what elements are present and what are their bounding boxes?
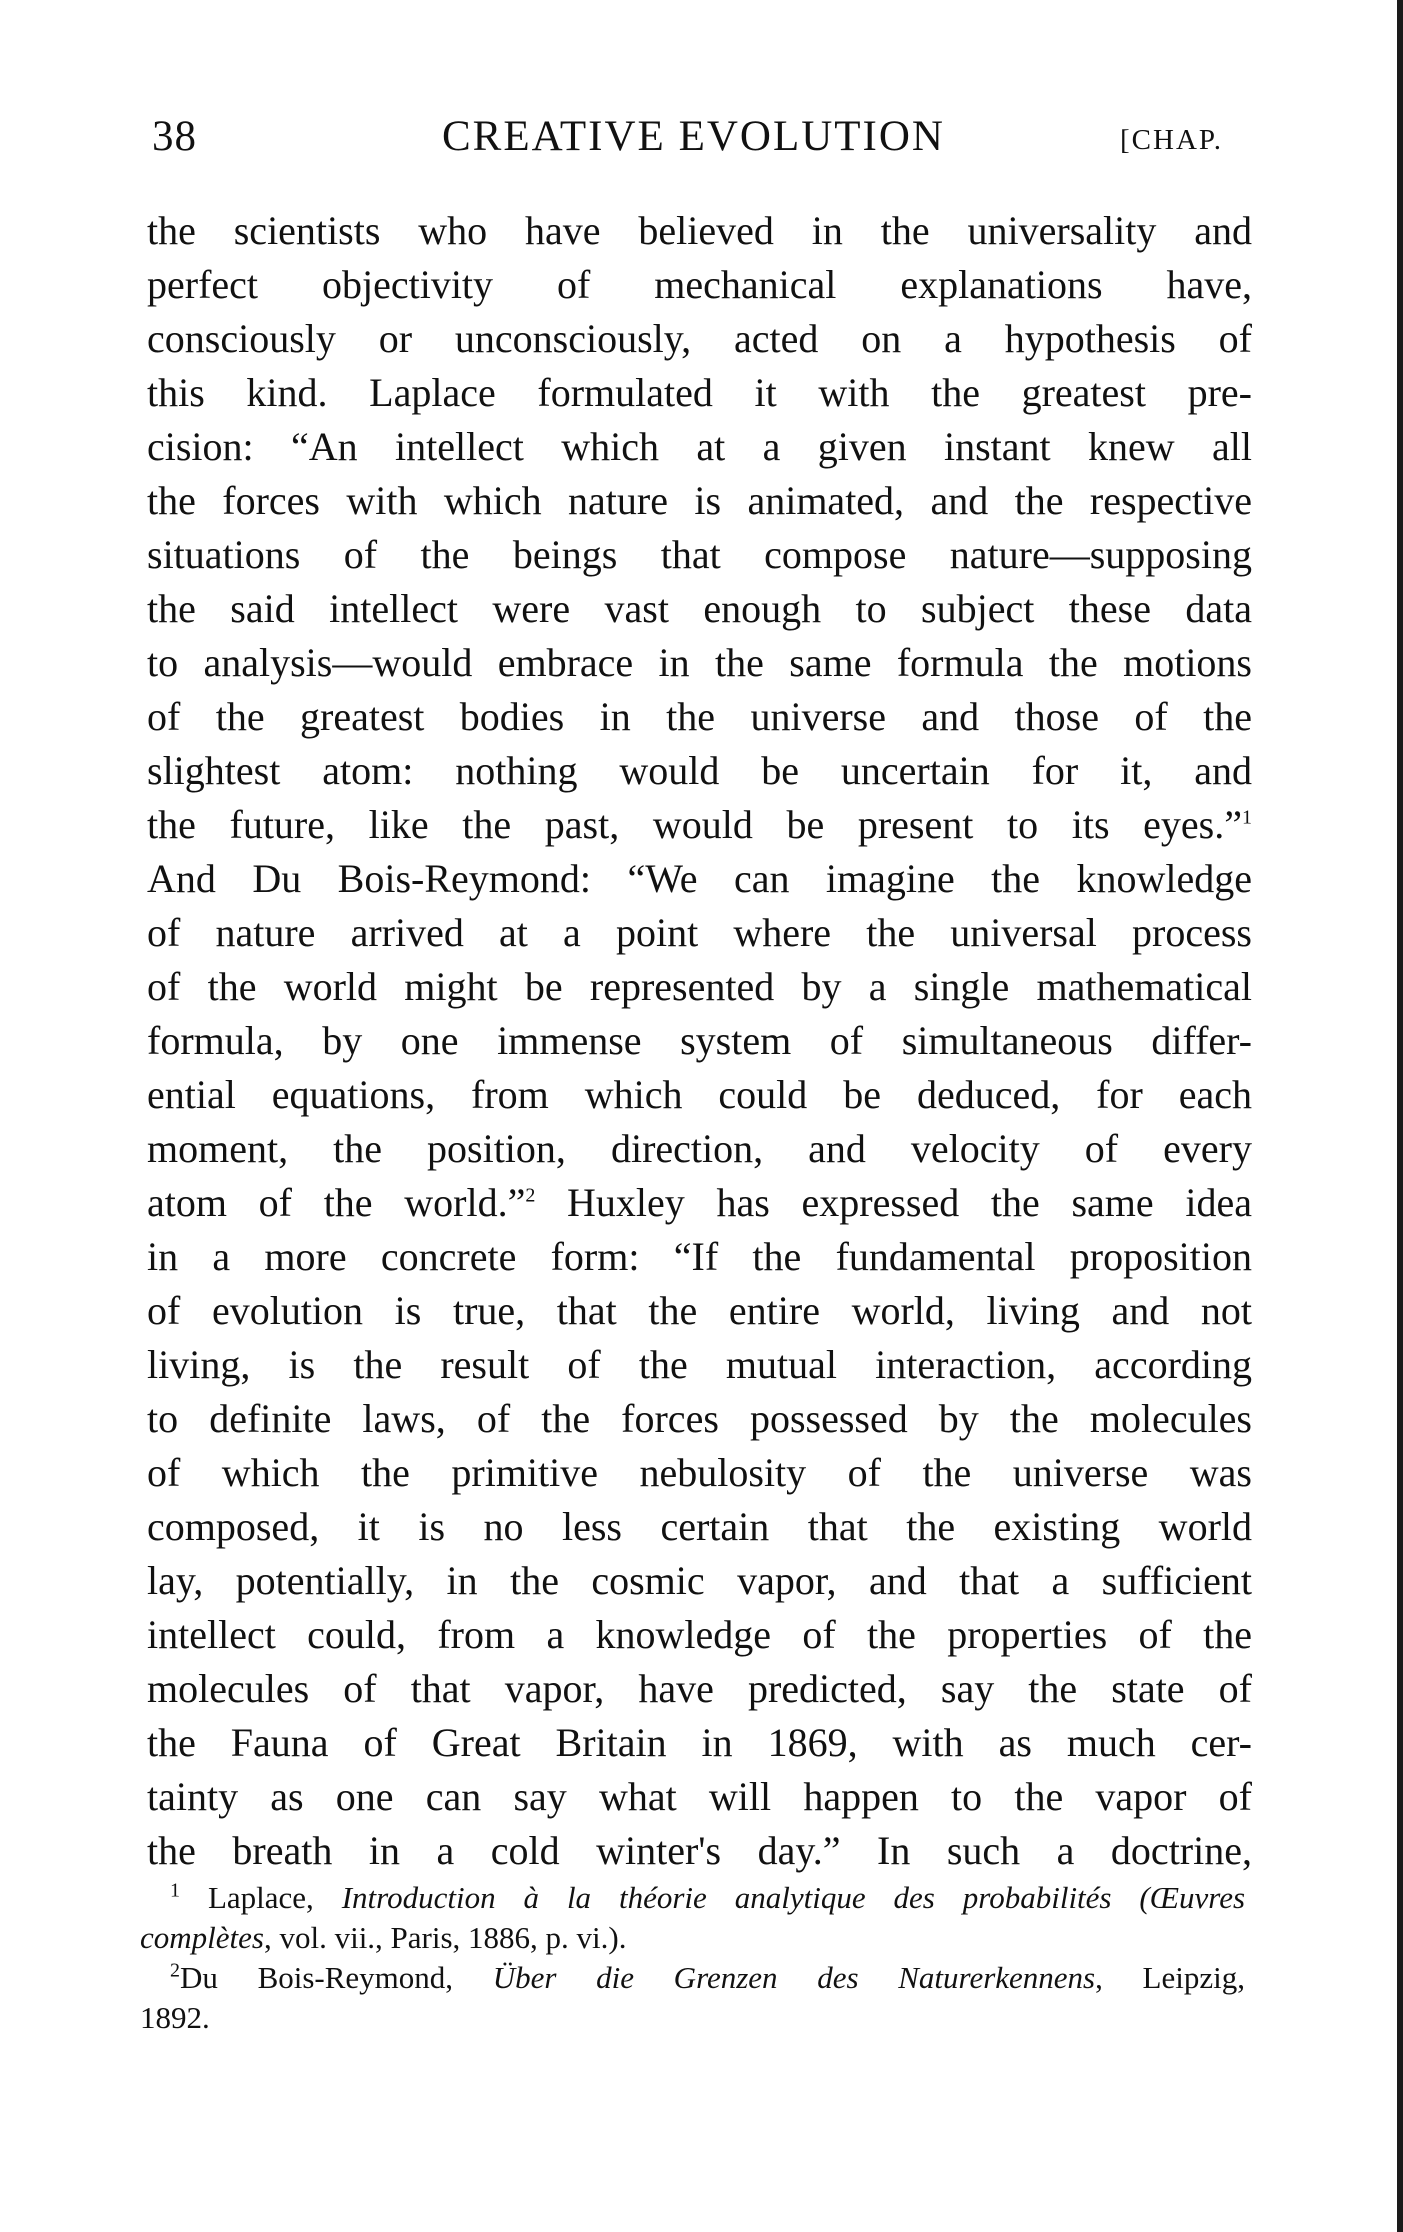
text-segment: atom of the world.”	[147, 1180, 526, 1225]
footnote-marker-2: 2	[170, 1959, 180, 1982]
text-line: of nature arrived at a point where the universal process	[147, 910, 1252, 955]
footnote-1-author: Laplace,	[207, 1880, 342, 1915]
page-number: 38	[152, 113, 197, 160]
page-edge-shadow	[1397, 0, 1403, 2232]
text-line: of the world might be represented by a single mathematical	[147, 964, 1252, 1009]
text-line: And Du Bois-Reymond: “We can imagine the knowledge	[147, 856, 1252, 901]
footnote-2	[140, 1958, 1245, 1998]
footnote-1-continued	[140, 1918, 1245, 1958]
footnote-ref-2: 2	[525, 1184, 536, 1207]
text-line: formula, by one immense system of simultaneous differ-	[147, 1018, 1252, 1063]
chapter-marker: [CHAP.	[1120, 124, 1224, 156]
text-line: tainty as one can say what will happen to the vapor of	[147, 1774, 1252, 1819]
text-line: perfect objectivity of mechanical explanations have,	[147, 262, 1252, 307]
footnotes	[140, 1878, 1245, 2038]
text-line: this kind. Laplace formulated it with the greatest pre-	[147, 370, 1252, 415]
body-text	[147, 204, 1252, 1878]
text-line-with-footnote-ref	[147, 798, 1252, 852]
text-line: ential equations, from which could be deduced, for each	[147, 1072, 1252, 1117]
footnote-1-title: Introduction à la théorie analytique des probabilités (Œuvres	[341, 1880, 1246, 1915]
running-title: CREATIVE EVOLUTION	[442, 113, 945, 160]
text-line-with-footnote-ref	[147, 1176, 1252, 1230]
footnote-1-title-cont: complètes	[140, 1920, 264, 1955]
text-line: the said intellect were vast enough to subject these data	[147, 586, 1252, 631]
running-header	[152, 112, 1252, 172]
footnote-ref-1: 1	[1242, 806, 1252, 829]
text-line: moment, the position, direction, and velocity of every	[147, 1126, 1252, 1171]
footnote-1	[140, 1878, 1245, 1918]
footnote-1-details: , vol. vii., Paris, 1886, p. vi.).	[263, 1920, 627, 1955]
text-segment: the future, like the past, would be present to its eyes.”	[147, 802, 1242, 847]
text-line: living, is the result of the mutual interaction, according	[147, 1342, 1252, 1387]
text-line: the forces with which nature is animated, and the respective	[147, 478, 1252, 523]
text-line: situations of the beings that compose nature—supposing	[147, 532, 1252, 577]
text-line: of the greatest bodies in the universe and those of the	[147, 694, 1252, 739]
footnote-2-continued: 1892.	[140, 2000, 210, 2035]
text-line: the Fauna of Great Britain in 1869, with as much cer-	[147, 1720, 1252, 1765]
text-line: consciously or unconsciously, acted on a hypothesis of	[147, 316, 1252, 361]
text-line: lay, potentially, in the cosmic vapor, and that a sufficient	[147, 1558, 1252, 1603]
text-line: the scientists who have believed in the universality and	[147, 208, 1252, 253]
text-line: composed, it is no less certain that the existing world	[147, 1504, 1252, 1549]
text-segment: Huxley has expressed the same idea	[535, 1180, 1252, 1225]
footnote-marker-1: 1	[170, 1879, 180, 1902]
text-line: of evolution is true, that the entire world, living and not	[147, 1288, 1252, 1333]
text-line: intellect could, from a knowledge of the properties of the	[147, 1612, 1252, 1657]
text-line: in a more concrete form: “If the fundamental proposition	[147, 1234, 1252, 1279]
text-line: to definite laws, of the forces possessed by the molecules	[147, 1396, 1252, 1441]
footnote-2-details: , Leipzig,	[1095, 1960, 1245, 1995]
text-line: of which the primitive nebulosity of the universe was	[147, 1450, 1252, 1495]
text-line: to analysis—would embrace in the same formula the motions	[147, 640, 1252, 685]
text-line: molecules of that vapor, have predicted, say the state of	[147, 1666, 1252, 1711]
text-line: slightest atom: nothing would be uncertain for it, and	[147, 748, 1252, 793]
text-line: cision: “An intellect which at a given instant knew all	[147, 424, 1252, 469]
text-line: the breath in a cold winter's day.” In such a doctrine,	[147, 1828, 1252, 1873]
footnote-2-title: Über die Grenzen des Naturerkennens	[492, 1960, 1096, 1995]
footnote-2-author: Du Bois-Reymond,	[180, 1960, 493, 1995]
